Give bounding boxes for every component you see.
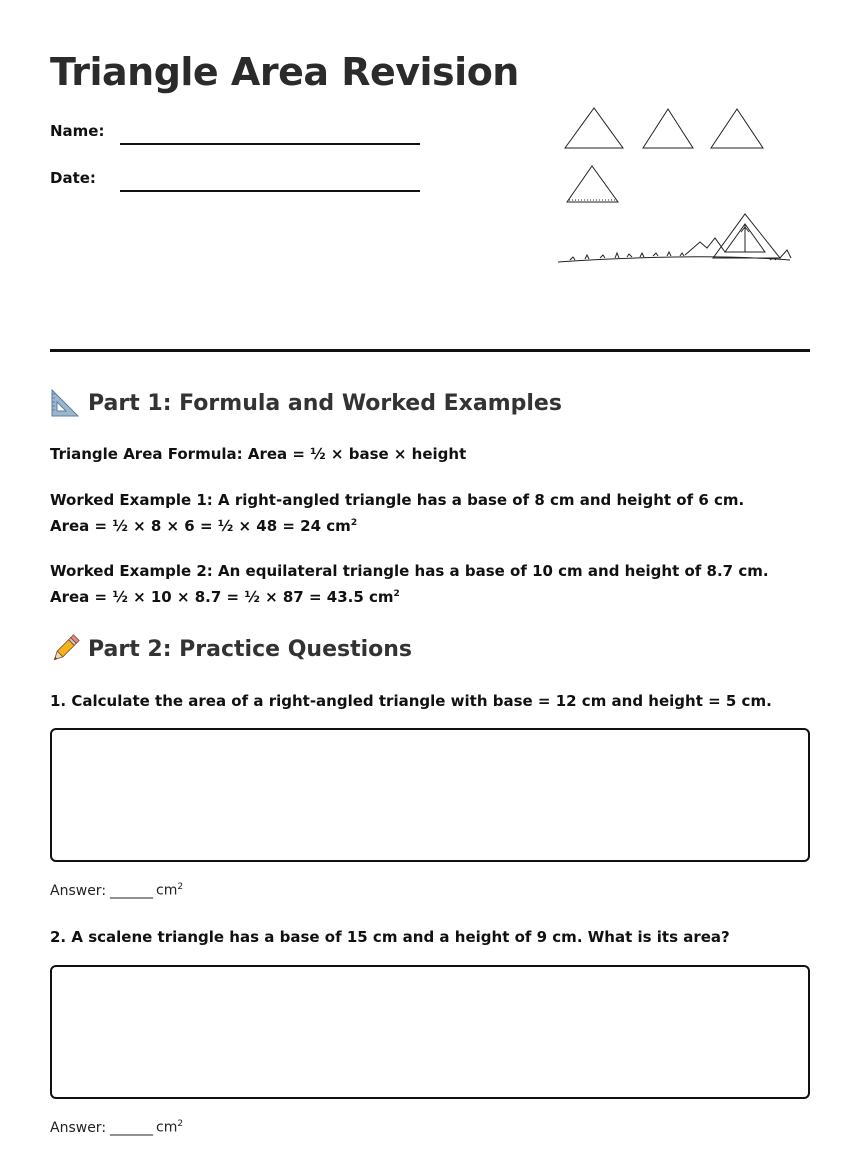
question-2-working-box[interactable] <box>50 965 810 1099</box>
part2-heading-text: Part 2: Practice Questions <box>88 636 413 662</box>
answer-unit <box>156 882 183 899</box>
example1-statement: Worked Example 1: A right-angled triangle has a base of 8 cm and height of 6 cm. <box>50 491 745 509</box>
answer-label: Answer: <box>50 882 107 899</box>
triangles-illustration <box>555 100 800 270</box>
answer-label: Answer: <box>50 1119 107 1136</box>
answer-unit-text: cm <box>156 1119 178 1136</box>
part1-heading <box>50 388 562 418</box>
page-title: Triangle Area Revision <box>50 50 519 94</box>
question-2-answer <box>50 1119 183 1136</box>
example2-working-text: Area = ½ × 10 × 8.7 = ½ × 87 = 43.5 cm <box>50 588 394 606</box>
example2-unit-power: 2 <box>393 589 400 599</box>
example2-statement: Worked Example 2: An equilateral triangle has a base of 10 cm and height of 8.7 cm. <box>50 562 769 580</box>
answer-unit-power: 2 <box>177 882 184 892</box>
triangles-and-pyramid-sketch-icon <box>555 100 800 270</box>
question-2-text: 2. A scalene triangle has a base of 15 cm and a height of 9 cm. What is its area? <box>50 928 730 946</box>
date-label: Date: <box>50 169 96 187</box>
part2-heading <box>50 634 412 664</box>
area-formula: Triangle Area Formula: Area = ½ × base × height <box>50 445 467 463</box>
answer-blank[interactable]: _______ <box>110 882 153 899</box>
header-divider <box>50 349 810 352</box>
answer-blank[interactable]: _______ <box>110 1119 153 1136</box>
question-1-text: 1. Calculate the area of a right-angled triangle with base = 12 cm and height = 5 cm. <box>50 692 772 710</box>
answer-unit-text: cm <box>156 882 178 899</box>
date-field[interactable] <box>120 190 420 192</box>
name-field[interactable] <box>120 143 420 145</box>
pencil-icon <box>50 634 80 664</box>
example1-working-text: Area = ½ × 8 × 6 = ½ × 48 = 24 cm <box>50 517 351 535</box>
part1-heading-text: Part 1: Formula and Worked Examples <box>88 390 562 416</box>
example1-working <box>50 517 357 535</box>
answer-unit-power: 2 <box>177 1119 184 1129</box>
set-square-icon <box>50 388 80 418</box>
example1-unit-power: 2 <box>350 518 358 528</box>
name-label: Name: <box>50 122 105 140</box>
question-1-working-box[interactable] <box>50 728 810 862</box>
answer-unit <box>156 1119 183 1136</box>
question-1-answer <box>50 882 183 899</box>
example2-working <box>50 588 400 606</box>
